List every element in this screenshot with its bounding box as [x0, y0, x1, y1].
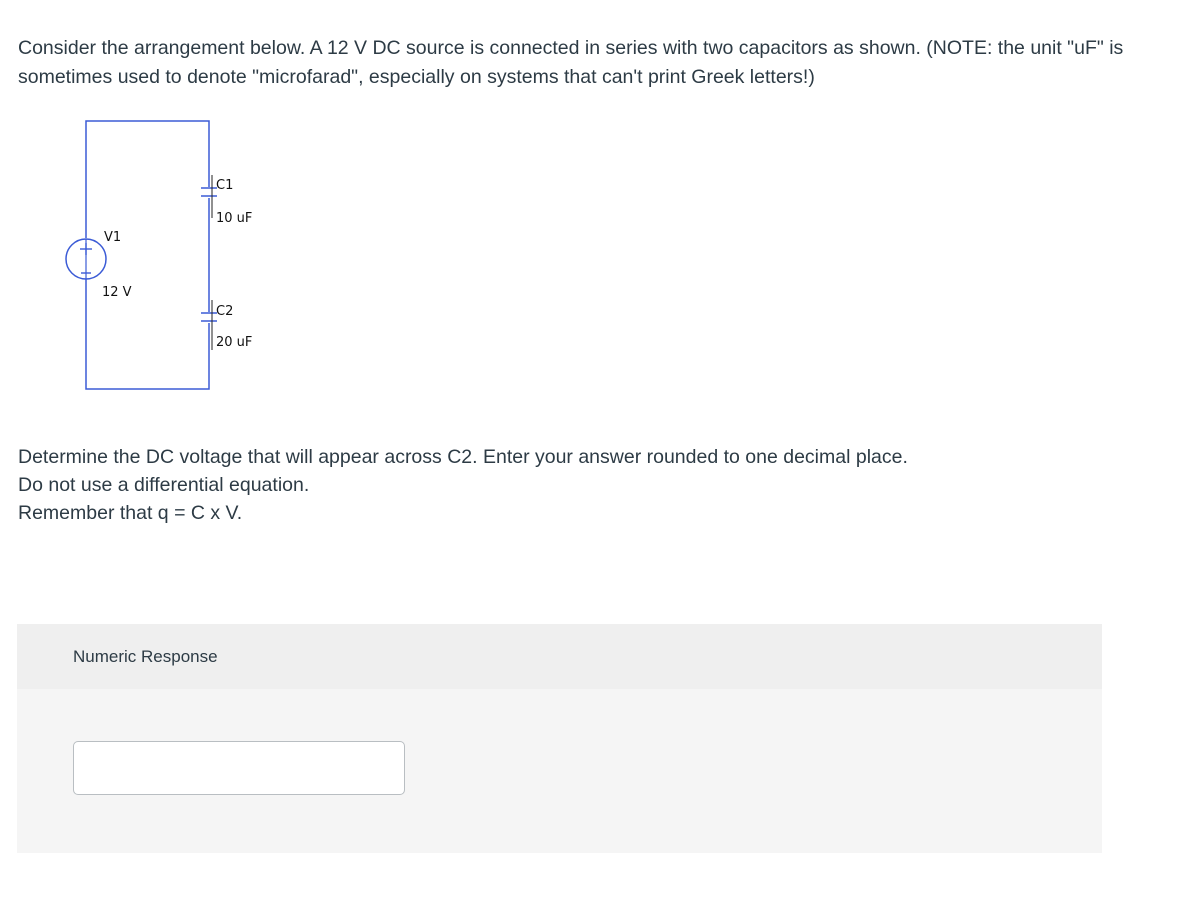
capacitor-c1: [201, 188, 217, 196]
circuit-diagram: [50, 110, 290, 400]
response-header: [17, 624, 1102, 689]
c1-name-label: C1: [216, 178, 234, 193]
question-body: [18, 443, 1128, 527]
capacitor-c2: [201, 313, 217, 321]
c1-value-label: 10 uF: [216, 211, 253, 226]
v1-value-label: 12 V: [102, 285, 132, 300]
v1-name-label: V1: [104, 230, 122, 245]
question-line: Determine the DC voltage that will appear across C2. Enter your answer rounded to one decimal place.: [18, 446, 908, 468]
question-line: Remember that q = C x V.: [18, 502, 243, 524]
answer-input[interactable]: [73, 741, 405, 795]
c2-name-label: C2: [216, 304, 234, 319]
question-intro: Consider the arrangement below. A 12 V DC source is connected in series with two capacitors as shown. (NOTE: the unit "uF" is sometimes used to denote "microfarad", especially on systems that can't print Greek letters!): [18, 37, 1124, 88]
c2-value-label: 20 uF: [216, 335, 253, 350]
question-line: Do not use a differential equation.: [18, 474, 310, 496]
voltage-source-v1: [66, 239, 106, 279]
response-label: Numeric Response: [73, 647, 218, 666]
wire-left-top: [86, 121, 209, 238]
circuit-wires: [86, 121, 209, 389]
numeric-response-panel: [17, 624, 1102, 853]
